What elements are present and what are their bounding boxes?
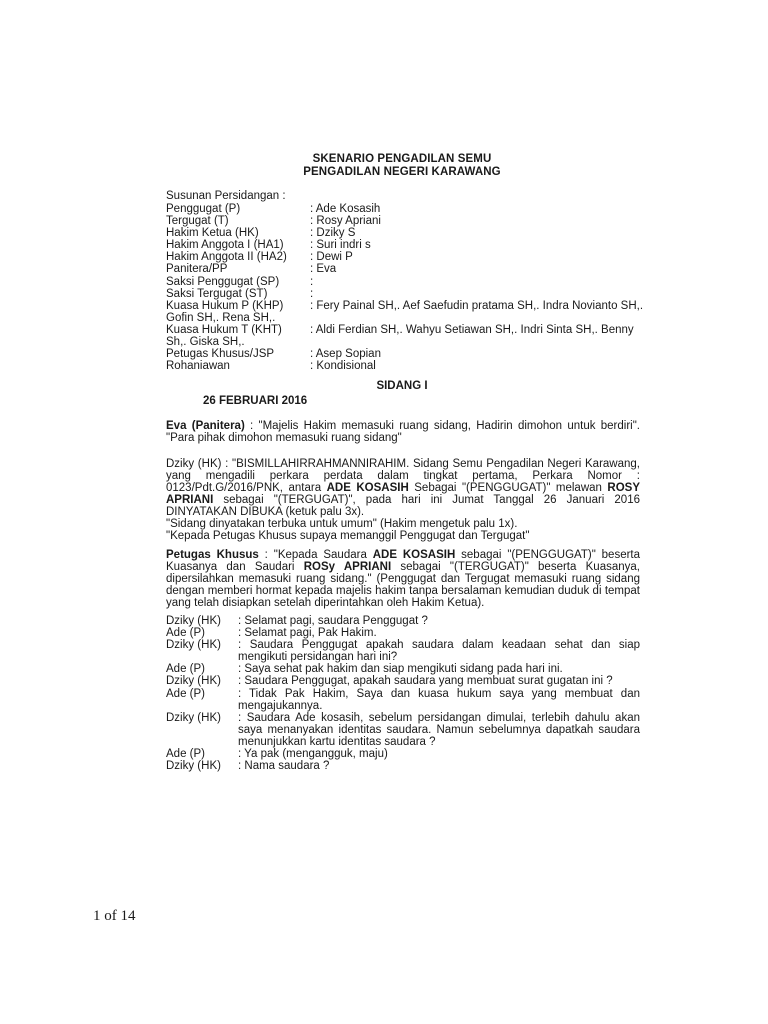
document-title: SKENARIO PENGADILAN SEMU xyxy=(312,153,492,165)
roster-row xyxy=(166,348,646,360)
dialog-speaker: Dziky (HK) xyxy=(166,711,221,724)
dialog-text: : Selamat pagi, Pak Hakim. xyxy=(238,627,377,640)
roster-value: : Suri indri s xyxy=(310,239,371,252)
petugas-paragraph xyxy=(166,549,640,609)
roster-row xyxy=(166,324,646,336)
roster-value: : xyxy=(310,275,314,288)
page-number: 1 of 14 xyxy=(93,908,136,924)
roster-label: Rohaniawan xyxy=(166,360,230,373)
dialog-speaker: Ade (P) xyxy=(166,663,205,676)
roster-row xyxy=(166,263,646,275)
dialog-speaker: Dziky (HK) xyxy=(166,760,221,773)
party-name: ROSY APRIANI xyxy=(166,482,640,507)
roster-label: Petugas Khusus/JSP xyxy=(166,348,275,361)
party-name: ADE KOSASIH xyxy=(326,482,409,495)
speech-text: : "Majelis Hakim memasuki ruang sidang, Hadirin dimohon untuk berdiri". "Para pihak dimohon memasuki ruang sidang" xyxy=(166,420,640,445)
dialog-speaker: Dziky (HK) xyxy=(166,639,221,652)
roster-value: : Eva xyxy=(310,263,337,276)
speech-text: Dziky (HK) : "BISMILLAHIRRAHMANNIRAHIM. Sidang Semu Pengadilan Negeri Karawang, yang mengadili perkara perdata dalam tingkat pertama, Perkara Nomor : 0123/Pdt.G/2016/PNK, antara xyxy=(166,458,640,495)
dialog-speaker: Ade (P) xyxy=(166,627,205,640)
roster-label: Saksi Tergugat (ST) xyxy=(166,287,268,300)
dialog-text: : Nama saudara ? xyxy=(238,760,330,773)
dialog-speaker: Ade (P) xyxy=(166,748,205,761)
dialog-line xyxy=(166,712,640,748)
speaker-name: Eva (Panitera) xyxy=(166,420,245,432)
dialog-speaker: Dziky (HK) xyxy=(166,615,221,627)
roster-label: Hakim Ketua (HK) xyxy=(166,227,259,240)
session-date: 26 FEBRUARI 2016 xyxy=(203,395,308,407)
roster-value: : Dziky S xyxy=(310,227,356,240)
dialog-line xyxy=(166,748,640,760)
dialog-text: : Saudara Ade kosasih, sebelum persidangan dimulai, terlebih dahulu akan saya menanyakan identitas saudara. Namun sebelumnya dapatkah saudara menunjukkan kartu identitas saudara ? xyxy=(238,711,640,748)
roster-value: : xyxy=(310,287,314,300)
roster-value: : Asep Sopian xyxy=(310,348,381,361)
opening-paragraph xyxy=(166,458,640,518)
dialog-line xyxy=(166,760,640,772)
dialog-speaker: Ade (P) xyxy=(166,687,205,700)
speech-text: sebagai "(PENGGUGAT)" beserta Kuasanya dan Saudari xyxy=(166,549,641,574)
speech-text: Sebagai "(PENGGUGAT)" melawan xyxy=(408,482,608,495)
roster-continuation: Gofin SH,. Rena SH,. xyxy=(166,311,276,324)
roster-label: Panitera/PP xyxy=(166,263,228,276)
dialog-speaker: Dziky (HK) xyxy=(166,675,221,688)
session-heading: SIDANG I xyxy=(376,380,428,392)
dialog-text: : Selamat pagi, saudara Penggugat ? xyxy=(238,615,428,627)
roster-row xyxy=(166,360,646,372)
roster-value: : Fery Painal SH,. Aef Saefudin pratama SH,. Indra Novianto SH,. xyxy=(310,299,644,312)
roster-row xyxy=(166,300,646,312)
eva-paragraph xyxy=(166,420,640,444)
roster-label: Hakim Anggota II (HA2) xyxy=(166,251,287,264)
roster-label: Hakim Anggota I (HA1) xyxy=(166,239,284,252)
roster-continuation: Sh,. Giska SH,. xyxy=(166,336,245,349)
roster-heading: Susunan Persidangan : xyxy=(166,190,286,202)
roster-label: Kuasa Hukum T (KHT) xyxy=(166,323,282,336)
roster-value: : Dewi P xyxy=(310,251,353,264)
party-name: ROSy APRIANI xyxy=(303,561,392,574)
opening-line-2: "Sidang dinyatakan terbuka untuk umum" (Hakim mengetuk palu 1x). xyxy=(166,518,518,530)
dialog-line xyxy=(166,675,640,687)
dialog-text: : Ya pak (mengangguk, maju) xyxy=(238,748,388,761)
opening-line-3: "Kepada Petugas Khusus supaya memanggil Penggugat dan Tergugat" xyxy=(166,530,530,542)
roster-label: Tergugat (T) xyxy=(166,215,229,228)
dialog-text: : Saudara Penggugat apakah saudara dalam keadaan sehat dan siap mengikuti persidangan hari ini? xyxy=(238,639,640,664)
dialog-text: : Saya sehat pak hakim dan siap mengikuti sidang pada hari ini. xyxy=(238,663,563,676)
roster-row xyxy=(166,227,646,239)
dialog-line xyxy=(166,663,640,675)
speech-text: : "Kepada Saudara xyxy=(258,549,373,561)
dialog-line xyxy=(166,615,640,627)
roster-label: Kuasa Hukum P (KHP) xyxy=(166,299,284,312)
dialog-text: : Tidak Pak Hakim, Saya dan kuasa hukum saya yang membuat dan mengajukannya. xyxy=(238,687,640,712)
dialog-line xyxy=(166,688,640,712)
roster-value: : Kondisional xyxy=(310,360,376,373)
speech-text: sebagai "(TERGUGAT)" beserta Kuasanya, dipersilahkan memasuki ruang sidang." (Penggugat dan Tergugat memasuki ruang sidang dengan memberi hormat kepada majelis hakim tanpa bersalaman kemudian duduk di tempat yang telah disiapkan setelah diperintahkan oleh Hakim Ketua). xyxy=(166,561,640,610)
document-subtitle: PENGADILAN NEGERI KARAWANG xyxy=(303,166,501,178)
roster-label: Penggugat (P) xyxy=(166,203,241,215)
speaker-name: Petugas Khusus xyxy=(166,549,259,561)
roster-row xyxy=(166,288,646,300)
roster-row xyxy=(166,215,646,227)
dialog-list xyxy=(166,615,640,772)
roster-row xyxy=(166,239,646,251)
roster-row xyxy=(166,276,646,288)
roster-row xyxy=(166,203,646,215)
speech-text: sebagai "(TERGUGAT)", pada hari ini Jumat Tanggal 26 Januari 2016 DINYATAKAN DIBUKA (ketuk palu 3x). xyxy=(166,494,640,519)
dialog-text: : Saudara Penggugat, apakah saudara yang membuat surat gugatan ini ? xyxy=(238,675,613,688)
roster-label: Saksi Penggugat (SP) xyxy=(166,275,280,288)
roster-row xyxy=(166,251,646,263)
roster-value: : Ade Kosasih xyxy=(310,203,381,215)
party-name: ADE KOSASIH xyxy=(372,549,456,561)
dialog-line xyxy=(166,639,640,663)
roster-list xyxy=(166,203,646,372)
roster-value: : Rosy Apriani xyxy=(310,215,381,228)
roster-value: : Aldi Ferdian SH,. Wahyu Setiawan SH,. Indri Sinta SH,. Benny xyxy=(310,323,634,336)
dialog-line xyxy=(166,627,640,639)
